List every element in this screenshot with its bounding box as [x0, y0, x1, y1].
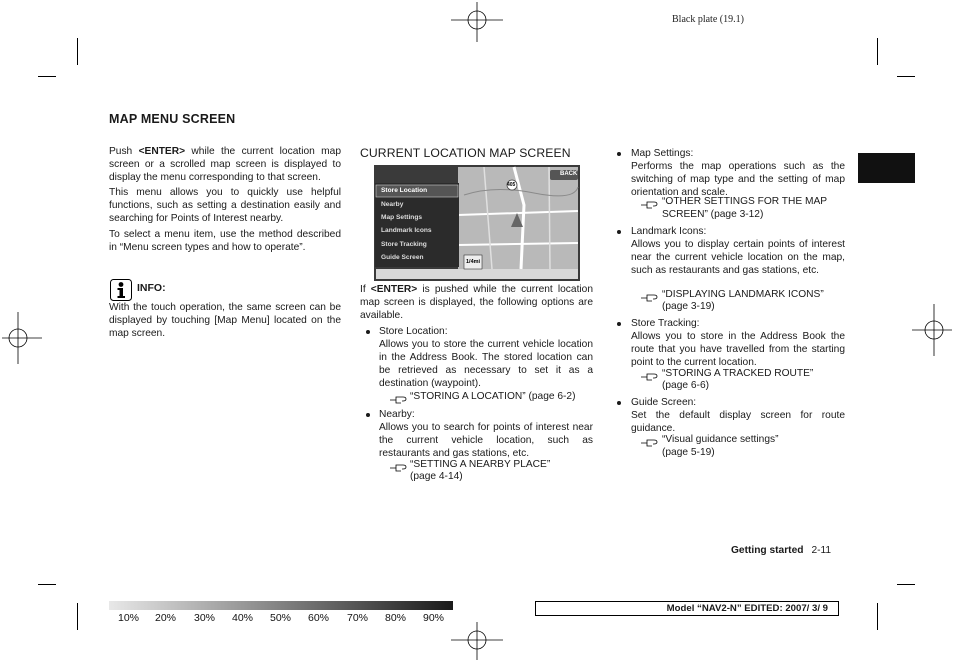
crop-mark: [77, 603, 78, 630]
screen-back-label: BACK: [560, 171, 578, 177]
reference-page: (page 5-19): [662, 447, 715, 458]
bullet-icon: [617, 322, 621, 326]
reference-text: “SETTING A NEARBY PLACE”: [410, 459, 551, 470]
crop-mark: [77, 38, 78, 65]
reference-page: (page 3-19): [662, 301, 715, 312]
scale-percent: 20%: [155, 612, 177, 624]
model-edit-box: Model “NAV2-N” EDITED: 2007/ 3/ 9: [535, 601, 839, 616]
screen-menu-item: Guide Screen: [381, 254, 424, 261]
bullet-title: Guide Screen:: [631, 397, 697, 408]
scale-percent: 70%: [347, 612, 369, 624]
scale-percent: 10%: [118, 612, 140, 624]
crop-mark: [897, 584, 915, 585]
reference-text: “STORING A TRACKED ROUTE”: [662, 368, 814, 379]
bullet-icon: [366, 413, 370, 417]
bullet-body: Allows you to display certain points of interest near the current vehicle location on the map, such as restaurants and gas stations, etc.: [631, 239, 845, 276]
scale-percent: 40%: [232, 612, 254, 624]
reference-hand-icon: [389, 461, 407, 473]
bullet-title: Store Tracking:: [631, 318, 700, 329]
reference-text: “OTHER SETTINGS FOR THE MAP: [662, 196, 828, 207]
bullet-title: Landmark Icons:: [631, 226, 707, 237]
reference-page: SCREEN” (page 3-12): [662, 209, 764, 220]
crop-mark: [38, 584, 56, 585]
screen-menu-item: Store Location: [381, 187, 428, 194]
section-heading: MAP MENU SCREEN: [109, 112, 236, 126]
scale-percent: 90%: [423, 612, 445, 624]
paragraph: If <ENTER> is pushed while the current location map screen is displayed, the following options are available.: [360, 284, 593, 321]
screen-menu-item: Store Tracking: [381, 241, 427, 248]
bullet-title: Nearby:: [379, 409, 415, 420]
bullet-body: Performs the map operations such as the switching of map type and the setting of map orientation and scale.: [631, 161, 845, 198]
bullet-body: Allows you to store in the Address Book the route that you have travelled from the starting point to the current location.: [631, 331, 845, 368]
paragraph: Push <ENTER> while the current location map screen or a scrolled map screen is displayed to display the menu corresponding to that screen.: [109, 146, 341, 183]
crop-mark: [897, 76, 915, 77]
crop-mark: [877, 38, 878, 65]
reference-hand-icon: [389, 393, 407, 405]
reference-page: (page 6-6): [662, 380, 710, 391]
bullet-body: Allows you to store the current vehicle location in the Address Book. The stored location can be retrieved as necessary to set it as a destination (waypoint).: [379, 339, 593, 389]
paragraph: This menu allows you to quickly use helpful functions, such as setting a destination easily and searching for Points of Interest nearby.: [109, 187, 341, 224]
bullet-icon: [617, 230, 621, 234]
bullet-body: Allows you to search for points of interest near the current vehicle location, such as restaurants and gas stations, etc.: [379, 422, 593, 459]
bullet-icon: [617, 401, 621, 405]
registration-target-icon: [449, 2, 505, 42]
crop-mark: [38, 76, 56, 77]
reference-text: “DISPLAYING LANDMARK ICONS”: [662, 289, 824, 300]
info-icon: [110, 279, 132, 301]
bullet-icon: [617, 152, 621, 156]
map-screen-image: [374, 165, 580, 281]
reference-hand-icon: [640, 291, 658, 303]
reference-text: “Visual guidance settings”: [662, 434, 779, 445]
page-footer: [731, 545, 831, 556]
registration-target-icon: [2, 310, 42, 366]
reference-hand-icon: [640, 198, 658, 210]
screen-route-shield: 405: [507, 182, 516, 188]
bullet-title: Store Location:: [379, 326, 448, 337]
page-number: 2-11: [811, 545, 832, 556]
subsection-heading: CURRENT LOCATION MAP SCREEN: [360, 146, 571, 160]
registration-target-icon: [449, 622, 505, 660]
gray-scale-bar: [109, 601, 453, 610]
info-label: INFO:: [137, 282, 166, 294]
reference-text: “STORING A LOCATION” (page 6-2): [410, 391, 576, 402]
bullet-body: Set the default display screen for route guidance.: [631, 410, 845, 434]
reference-hand-icon: [640, 436, 658, 448]
bullet-icon: [366, 330, 370, 334]
registration-target-icon: [912, 302, 952, 358]
screen-menu-item: Map Settings: [381, 214, 423, 221]
info-text: With the touch operation, the same screen can be displayed by touching [Map Menu] located on the map screen.: [109, 302, 341, 339]
screen-menu-item: Nearby: [381, 201, 404, 208]
chapter-tab: [858, 153, 915, 183]
scale-percent: 50%: [270, 612, 292, 624]
key-label: <ENTER>: [370, 284, 418, 295]
key-label: <ENTER>: [138, 146, 186, 157]
scale-percent: 30%: [194, 612, 216, 624]
screen-menu-item: Landmark Icons: [381, 227, 432, 234]
reference-page: (page 4-14): [410, 471, 463, 482]
scale-percent: 80%: [385, 612, 407, 624]
screen-scale-label: 1/4mi: [466, 259, 481, 265]
paragraph: To select a menu item, use the method described in “Menu screen types and how to operate”.: [109, 229, 341, 253]
reference-hand-icon: [640, 370, 658, 382]
plate-label: Black plate (19.1): [672, 14, 744, 25]
footer-section: Getting started: [731, 545, 804, 556]
bullet-title: Map Settings:: [631, 148, 694, 159]
scale-percent: 60%: [308, 612, 330, 624]
crop-mark: [877, 603, 878, 630]
